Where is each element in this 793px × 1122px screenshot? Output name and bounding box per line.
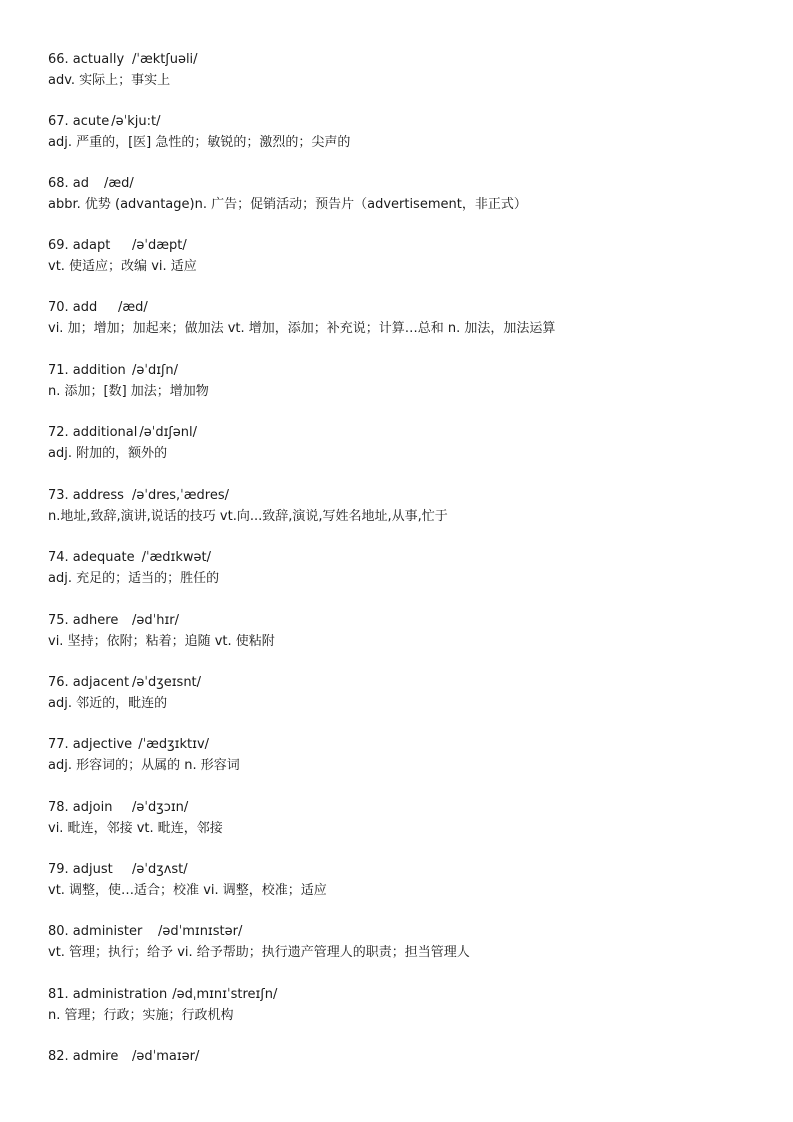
- vocab-entry: [48, 111, 768, 153]
- entry-phonetic: /ədˈmɪnɪstər/: [158, 924, 243, 939]
- vocab-entry: [48, 921, 768, 963]
- entry-word: 74. adequate: [48, 550, 135, 565]
- entry-definition: n. 管理；行政；实施；行政机构: [48, 1008, 234, 1023]
- vocab-entry: [48, 672, 768, 714]
- entry-definition: vt. 调整，使…适合；校准 vi. 调整，校准；适应: [48, 883, 327, 898]
- entry-headline: [48, 859, 768, 880]
- entry-definition: adv. 实际上；事实上: [48, 73, 171, 88]
- vocab-entry: [48, 49, 768, 91]
- entry-word: 79. adjust: [48, 862, 113, 877]
- entry-headline: [48, 235, 768, 256]
- entry-word: 78. adjoin: [48, 800, 113, 815]
- entry-headline: [48, 984, 768, 1005]
- entry-phonetic: /əˈdʒʌst/: [132, 862, 188, 877]
- entry-word: 72. additional: [48, 425, 138, 440]
- entry-definition: adj. 形容词的；从属的 n. 形容词: [48, 758, 240, 773]
- entry-word: 69. adapt: [48, 238, 111, 253]
- entry-headline: [48, 485, 768, 506]
- entry-phonetic: /əˈdʒeɪsnt/: [132, 675, 202, 690]
- entry-phonetic: /ˈædɪkwət/: [141, 550, 212, 565]
- entry-headline: [48, 297, 768, 318]
- entry-headline: [48, 672, 768, 693]
- entry-phonetic: /əˈdɪʃn/: [132, 363, 179, 378]
- entry-phonetic: /ədˈhɪr/: [132, 613, 179, 628]
- entry-phonetic: /ədˈmaɪər/: [132, 1049, 200, 1064]
- entry-word: 82. admire: [48, 1049, 119, 1064]
- entry-word: 80. administer: [48, 924, 143, 939]
- entry-headline: [48, 547, 768, 568]
- vocab-entry: [48, 485, 768, 527]
- entry-phonetic: /əˈdres,ˈædres/: [132, 488, 229, 503]
- entry-word: 67. acute: [48, 114, 110, 129]
- entry-headline: [48, 111, 768, 132]
- entry-word: 76. adjacent: [48, 675, 130, 690]
- entry-phonetic: /əˈdæpt/: [132, 238, 187, 253]
- entry-phonetic: /æd/: [104, 176, 134, 191]
- entry-headline: [48, 921, 768, 942]
- vocab-entry: [48, 859, 768, 901]
- vocab-entry: [48, 984, 768, 1026]
- entry-word: 77. adjective: [48, 737, 133, 752]
- entry-definition: vt. 使适应；改编 vi. 适应: [48, 259, 197, 274]
- entry-headline: [48, 360, 768, 381]
- entry-definition: adj. 严重的，[医] 急性的；敏锐的；激烈的；尖声的: [48, 135, 351, 150]
- vocab-entry: [48, 235, 768, 277]
- entry-definition: abbr. 优势 (advantage)n. 广告；促销活动；预告片（advertisement，非正式）: [48, 197, 527, 212]
- entry-headline: [48, 49, 768, 70]
- entry-definition: adj. 充足的；适当的；胜任的: [48, 571, 220, 586]
- entry-headline: [48, 610, 768, 631]
- entry-phonetic: /əˈdɪʃənl/: [139, 425, 198, 440]
- entry-definition: adj. 邻近的，毗连的: [48, 696, 168, 711]
- entry-definition: adj. 附加的，额外的: [48, 446, 168, 461]
- entry-headline: [48, 734, 768, 755]
- entry-phonetic: /əˈkju:t/: [111, 114, 161, 129]
- vocab-entry: [48, 422, 768, 464]
- entry-headline: [48, 797, 768, 818]
- entry-word: 73. address: [48, 488, 124, 503]
- entry-phonetic: /əˈdʒɔɪn/: [132, 800, 189, 815]
- entry-definition: vt. 管理；执行；给予 vi. 给予帮助；执行遗产管理人的职责；担当管理人: [48, 945, 470, 960]
- entry-word: 68. ad: [48, 176, 90, 191]
- entry-phonetic: /æd/: [118, 300, 148, 315]
- entry-word: 66. actually: [48, 52, 125, 67]
- entry-headline: [48, 1046, 768, 1067]
- entry-phonetic: /ˈædʒɪktɪv/: [138, 737, 210, 752]
- entry-definition: vi. 毗连，邻接 vt. 毗连，邻接: [48, 821, 223, 836]
- vocab-entry: [48, 1046, 768, 1067]
- vocab-entry: [48, 297, 768, 339]
- entry-definition: vi. 坚持；依附；粘着；追随 vt. 使粘附: [48, 634, 275, 649]
- vocab-entry: [48, 610, 768, 652]
- entry-definition: vi. 加；增加；加起来；做加法 vt. 增加，添加；补充说；计算…总和 n. 加法，加法运算: [48, 321, 556, 336]
- entry-headline: [48, 173, 768, 194]
- vocab-entry: [48, 173, 768, 215]
- vocab-entry: [48, 734, 768, 776]
- vocab-entry: [48, 360, 768, 402]
- entry-headline: [48, 422, 768, 443]
- vocab-entry: [48, 797, 768, 839]
- entry-word: 70. add: [48, 300, 98, 315]
- entry-phonetic: /ˈæktʃuəli/: [132, 52, 198, 67]
- entry-word: 81. administration: [48, 987, 168, 1002]
- entry-word: 71. addition: [48, 363, 126, 378]
- vocab-entry: [48, 547, 768, 589]
- entry-definition: n. 添加；[数] 加法；增加物: [48, 384, 209, 399]
- entry-word: 75. adhere: [48, 613, 119, 628]
- entry-definition: n.地址,致辞,演讲,说话的技巧 vt.向...致辞,演说,写姓名地址,从事,忙于: [48, 509, 448, 524]
- entry-phonetic: /ədˌmɪnɪˈstreɪʃn/: [172, 987, 278, 1002]
